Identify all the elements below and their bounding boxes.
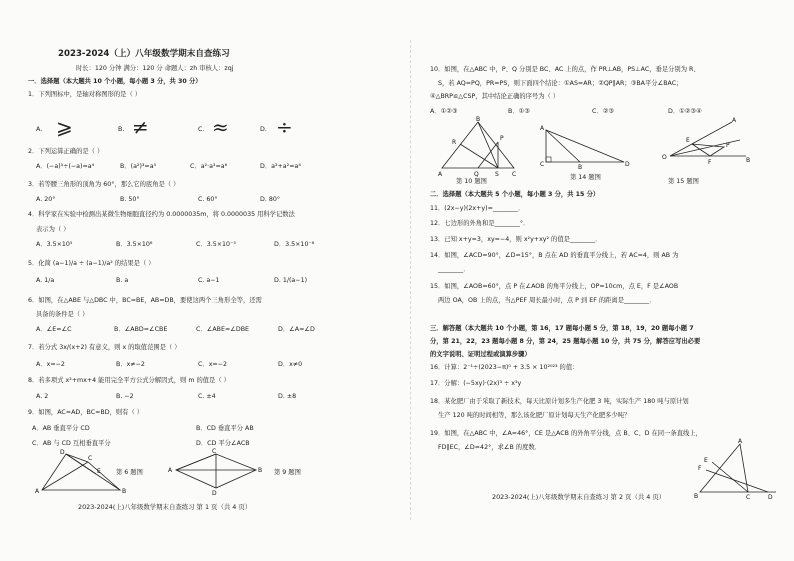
question-4: 4．科学家在实验中检测出某微生物细胞直径约为 0.0000035m，将 0.0000035 用科学记数法 — [28, 211, 295, 218]
question-2: 2．下列运算正确的是（ ） — [28, 148, 104, 155]
fig14-label-a: A — [540, 125, 545, 132]
fig15-label-e: E — [686, 137, 690, 144]
question-10: 10．如图，在△ABC 中，P、Q 分别是 BC、AC 上的点，作 PR⊥AB，PS⊥AC，垂足分别为 R、 — [430, 66, 700, 73]
question-19-cont: FD∥EC，∠D=42°，求∠B 的度数． — [438, 444, 541, 451]
question-6: 6．如图，在△ABE 与△DBC 中，BC=BE，AB=DB，要使这两个三角形全等，还需 — [28, 297, 262, 304]
fig6-label-b: B — [122, 488, 127, 495]
figure-6-caption: 第 6 题图 — [116, 469, 143, 476]
fig15-label-f: F — [708, 159, 712, 166]
q5-option-c: C. a−1 — [198, 277, 220, 284]
q8-option-a: A. 2 — [36, 393, 49, 400]
fig10-label-s: S — [495, 171, 499, 178]
question-4-cont: 表示为（ ） — [36, 226, 70, 233]
figure-10-diagram — [438, 116, 518, 178]
fig6-label-c: C — [88, 455, 93, 462]
question-1: 1．下列图标中，是轴对称图形的是（ ） — [28, 91, 142, 98]
exam-meta: 时长：120 分钟 满分：120 分 命题人：zh 审核人：zqj — [76, 65, 234, 72]
exam-title: 2023-2024（上）八年级数学期末自查练习 — [58, 49, 230, 59]
question-16: 16．计算：2⁻¹÷(2023−π)⁰ + 3.5 × 10²⁰²³ 的值： — [430, 364, 579, 371]
divide-symbol: ÷ — [276, 115, 293, 139]
q1-option-b: B. — [118, 126, 125, 133]
fig14-label-c: C — [540, 161, 545, 168]
question-12: 12．七边形的外角和是________°． — [430, 220, 530, 227]
q7-option-c: C．x=−2 — [198, 361, 227, 368]
figure-10-caption: 第 10 题图 — [456, 178, 487, 185]
page-1-footer: 2023-2024(上)八年级数学期末自查练习 第 1 页（共 4 页） — [78, 503, 252, 511]
question-13: 13．已知 x+y=3，xy=−4，则 x²y+xy² 的值是________． — [430, 236, 602, 243]
q4-option-c: C．3.5×10⁻⁵ — [196, 241, 236, 248]
figure-19-diagram — [692, 440, 780, 502]
fig15-label-o: O — [662, 154, 667, 161]
question-8: 8．若多项式 x²+mx+4 能用完全平方公式分解因式，则 m 的值是（ ） — [28, 377, 230, 384]
q3-option-a: A. 20° — [36, 196, 56, 203]
q1-option-c: C. — [198, 126, 205, 133]
fig9-label-b: B — [258, 467, 263, 474]
q9-option-a: A．AB 垂直平分 CD — [32, 425, 90, 432]
fig10-label-p: P — [500, 135, 504, 142]
figure-9-diagram — [168, 448, 268, 497]
fig10-label-c: C — [512, 171, 517, 178]
question-15: 15．如图，∠AOB=60°，点 P 在∠AOB 的角平分线上，OP=10cm，点 E，F 是∠AOB — [430, 283, 679, 290]
question-9: 9．如图，AC=AD，BC=BD，则有（ ） — [28, 409, 144, 416]
question-7: 7．若分式 3x/(x+2) 有意义，则 x 的取值范围是（ ） — [28, 344, 181, 351]
q2-option-a: A．(−a)⁵÷(−a)=a⁴ — [36, 163, 95, 170]
q6-option-b: B．∠ABD=∠CBE — [114, 326, 168, 333]
section-3-heading: 三．解答题（本大题共 10 个小题，第 16，17 题每小题 5 分，第 18，19，20 题每小题 7 — [430, 325, 694, 332]
fig6-label-a: A — [35, 488, 40, 495]
figure-15-caption: 第 15 题图 — [668, 178, 699, 185]
question-6-cont: 具备的条件是（ ） — [36, 311, 89, 318]
question-18-cont: 生产 120 吨的时间相等，那么该化肥厂原计划每天生产化肥多少吨？ — [438, 412, 631, 419]
fig10-label-q: Q — [474, 171, 479, 178]
fig19-label-b: B — [694, 493, 699, 500]
fig14-label-b: B — [578, 164, 583, 171]
fig19-label-c: C — [746, 494, 751, 501]
q4-option-d: D．3.5×10⁻⁶ — [274, 241, 315, 248]
fig19-label-d: D — [768, 494, 773, 501]
section-3-heading-cont-2: 的文字说明、证明过程或演算步骤） — [430, 351, 531, 358]
q7-option-b: B．x≠−2 — [116, 361, 145, 368]
q2-option-c: C．a²·a³=a⁶ — [190, 163, 228, 170]
q6-option-c: C．∠ABE=∠DBE — [196, 326, 250, 333]
greater-equal-symbol: ⩾ — [56, 115, 73, 139]
fig10-label-b: B — [476, 116, 481, 123]
fig9-label-a: A — [168, 467, 173, 474]
q5-option-b: B. a — [116, 277, 129, 284]
fig15-label-b: B — [746, 157, 751, 164]
q10-option-b: B．①③ — [508, 108, 530, 115]
q2-option-d: D．a²+a²=a⁴ — [260, 163, 301, 170]
question-14: 14．如图，∠ACD=90°，∠D=15°，B 点在 AD 的垂直平分线上，若 AC=4，则 AB 为 — [430, 252, 679, 259]
q5-option-d: D. 1/(a−1) — [274, 277, 308, 284]
q9-option-b: B．CD 垂直平分 AB — [196, 425, 254, 432]
q3-option-b: B. 50° — [120, 196, 140, 203]
q10-option-c: C．②③ — [592, 108, 614, 115]
q4-option-b: B．3.5×10⁶ — [116, 241, 153, 248]
q10-option-a: A．①②③ — [430, 108, 458, 115]
fig10-label-r: R — [452, 139, 457, 146]
question-17: 17．分解：(−5xy)·(2x)³ ÷ x³y — [430, 380, 522, 387]
figure-9-caption: 第 9 题图 — [274, 469, 301, 476]
figure-14-caption: 第 14 题图 — [570, 174, 601, 181]
section-1-heading: 一．选择题（本大题共 10 个小题，每小题 3 分，共 30 分） — [28, 78, 202, 85]
fig6-label-d: D — [60, 449, 65, 456]
q1-option-a: A. — [36, 126, 43, 133]
fig9-label-c: C — [212, 448, 217, 455]
q3-option-d: D. 80° — [260, 196, 281, 203]
page-divider — [410, 40, 411, 520]
question-14-cont: ________． — [438, 266, 470, 273]
q5-option-a: A. 1/a — [36, 277, 55, 284]
fig19-label-a: A — [738, 438, 743, 445]
fig6-label-e: E — [97, 468, 101, 475]
figure-14-diagram — [540, 124, 630, 171]
question-15-cont: 两边 OA，OB 上的点，当△PEF 周长最小时，点 P 到 EF 的距离是________． — [438, 297, 656, 304]
fig9-label-d: D — [212, 490, 217, 497]
q9-option-c: C．AB 与 CD 互相垂直平分 — [32, 440, 111, 447]
q6-option-a: A．∠E=∠C — [36, 326, 72, 333]
q9-option-d: D．CD 平分∠ACB — [196, 440, 250, 447]
question-19: 19．如图，在△ABC 中，∠A=46°，CE 是△ACB 的外角平分线，点 B、C、D 在同一条直线上， — [430, 430, 702, 437]
fig15-label-p: P — [726, 142, 730, 149]
q1-option-d: D. — [260, 126, 267, 133]
page-2 — [430, 0, 780, 561]
question-11: 11．(2x−y)(2x+y)=________． — [430, 205, 525, 212]
fig19-label-f: F — [698, 465, 702, 472]
question-5: 5．化简 (a−1)/a ÷ (a−1)/a² 的结果是（ ） — [28, 260, 155, 267]
fig19-label-e: E — [704, 457, 708, 464]
q8-option-d: D. ±8 — [278, 393, 297, 400]
fig10-label-a: A — [438, 171, 443, 178]
fig14-label-d: D — [625, 161, 630, 168]
q3-option-c: C. 60° — [198, 196, 218, 203]
q8-option-c: C. ±4 — [198, 393, 216, 400]
q10-option-d: D．①②③④ — [668, 108, 702, 115]
page-2-footer: 2023-2024(上)八年级数学期末自查练习 第 2 页（共 4 页） — [492, 493, 666, 501]
q4-option-a: A．3.5×10⁵ — [36, 241, 73, 248]
q8-option-b: B. −2 — [116, 393, 134, 400]
approx-symbol: ≈ — [212, 115, 229, 139]
question-3: 3．若等腰三角形的顶角为 60°，那么它的底角是（ ） — [28, 181, 180, 188]
fig15-label-a: A — [732, 117, 737, 124]
q6-option-d: D．∠A=∠D — [278, 326, 315, 333]
question-18: 18．某化肥厂由于采取了新技术，每天比原计划多生产化肥 3 吨，实际生产 180 吨与原计划 — [430, 398, 689, 405]
not-equal-symbol: ≠ — [132, 115, 149, 139]
q7-option-a: A．x=−2 — [36, 361, 65, 368]
q7-option-d: D．x≠0 — [278, 361, 303, 368]
section-3-heading-cont: 分，第 21，22，23 题每小题 8 分，第 24，25 题每小题 10 分，共 75 分，解答应写出必要 — [430, 338, 701, 345]
section-2-heading: 二．选择题（本大题共 5 个小题，每小题 3 分，共 15 分） — [430, 191, 600, 198]
figure-15-diagram — [662, 118, 752, 170]
question-10-cont: S，若 AQ=PQ，PR=PS，则下面四个结论：①AS=AR；②QP∥AR；③BA平分∠BAC； — [438, 80, 683, 87]
q2-option-b: B．(a²)³=a⁵ — [120, 163, 157, 170]
page-1 — [28, 0, 390, 561]
question-10-cont-2: ④△BRP≌△CSP，其中结论正确的序号为（ ） — [430, 93, 560, 100]
